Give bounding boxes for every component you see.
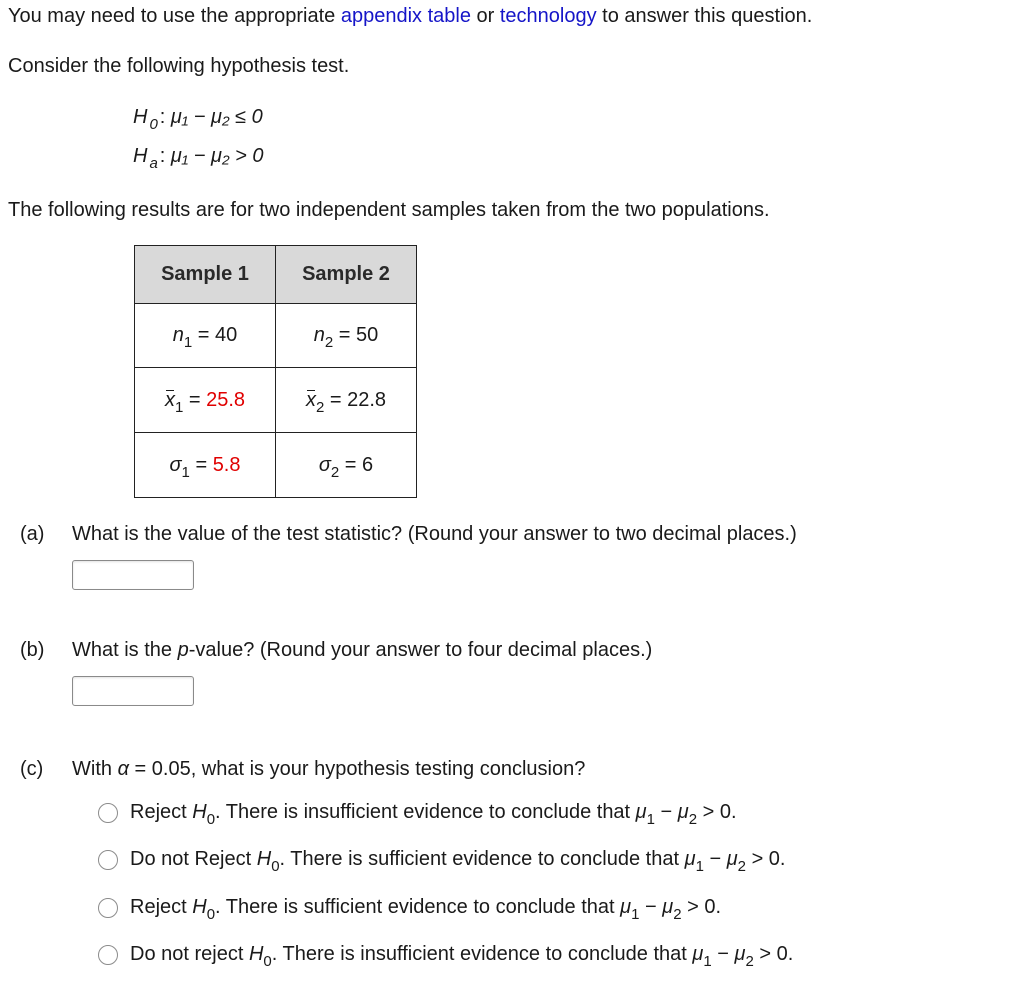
- n2-cell: $n_2 = 50$: [276, 303, 417, 368]
- option-label: Do not reject $H_0$. There is insufficient evidence to conclude that $\mu_1 - \mu_2 > 0$.: [130, 943, 794, 970]
- alternative-hypothesis: H $_a$ : μ₁ − μ₂ > 0: [133, 145, 264, 172]
- conclusion-option-2[interactable]: [98, 848, 786, 875]
- radio-button[interactable]: [98, 803, 118, 823]
- technology-link[interactable]: technology: [499, 5, 597, 27]
- radio-button[interactable]: [98, 898, 118, 918]
- option-label: Reject $H_0$. There is sufficient evidence to conclude that $\mu_1 - \mu_2 > 0$.: [130, 896, 722, 923]
- sample-1-header: Sample 1: [135, 246, 276, 304]
- test-statistic-input[interactable]: [72, 560, 194, 590]
- option-label: Reject $H_0$. There is insufficient evidence to conclude that $\mu_1 - \mu_2 > 0$.: [130, 801, 737, 828]
- conclusion-option-3[interactable]: [98, 896, 722, 923]
- part-b-question: What is the p-value? (Round your answer to four decimal places.): [72, 639, 653, 661]
- n1-cell: $n_1 = 40$: [135, 303, 276, 368]
- part-b-label: (b): [20, 639, 45, 661]
- sigma1-cell: $\sigma_1 = 5.8$: [135, 433, 276, 498]
- conclusion-option-1[interactable]: [98, 801, 737, 828]
- radio-button[interactable]: [98, 945, 118, 965]
- instruction-line: You may need to use the appropriate appendix table or technology to answer this question.: [8, 5, 813, 27]
- part-c-question: With α = 0.05, what is your hypothesis testing conclusion?: [72, 758, 586, 780]
- null-hypothesis: H $_0$ : μ₁ − μ₂ ≤ 0: [133, 106, 263, 133]
- sample-2-header: Sample 2: [276, 246, 417, 304]
- sample-data-table: [134, 245, 417, 498]
- x1-cell: $x_1 = 25.8$: [135, 368, 276, 433]
- appendix-table-link[interactable]: appendix table: [340, 5, 471, 27]
- part-a-question: What is the value of the test statistic? (Round your answer to two decimal places.): [72, 523, 797, 545]
- option-label: Do not Reject $H_0$. There is sufficient evidence to conclude that $\mu_1 - \mu_2 > 0$.: [130, 848, 786, 875]
- radio-button[interactable]: [98, 850, 118, 870]
- part-c-label: (c): [20, 758, 44, 780]
- conclusion-option-4[interactable]: [98, 943, 794, 970]
- prompt-text: Consider the following hypothesis test.: [8, 55, 350, 77]
- results-description: The following results are for two independent samples taken from the two populations.: [8, 199, 770, 221]
- sigma2-cell: $\sigma_2 = 6$: [276, 433, 417, 498]
- x2-cell: $x_2 = 22.8$: [276, 368, 417, 433]
- part-a-label: (a): [20, 523, 45, 545]
- p-value-input[interactable]: [72, 676, 194, 706]
